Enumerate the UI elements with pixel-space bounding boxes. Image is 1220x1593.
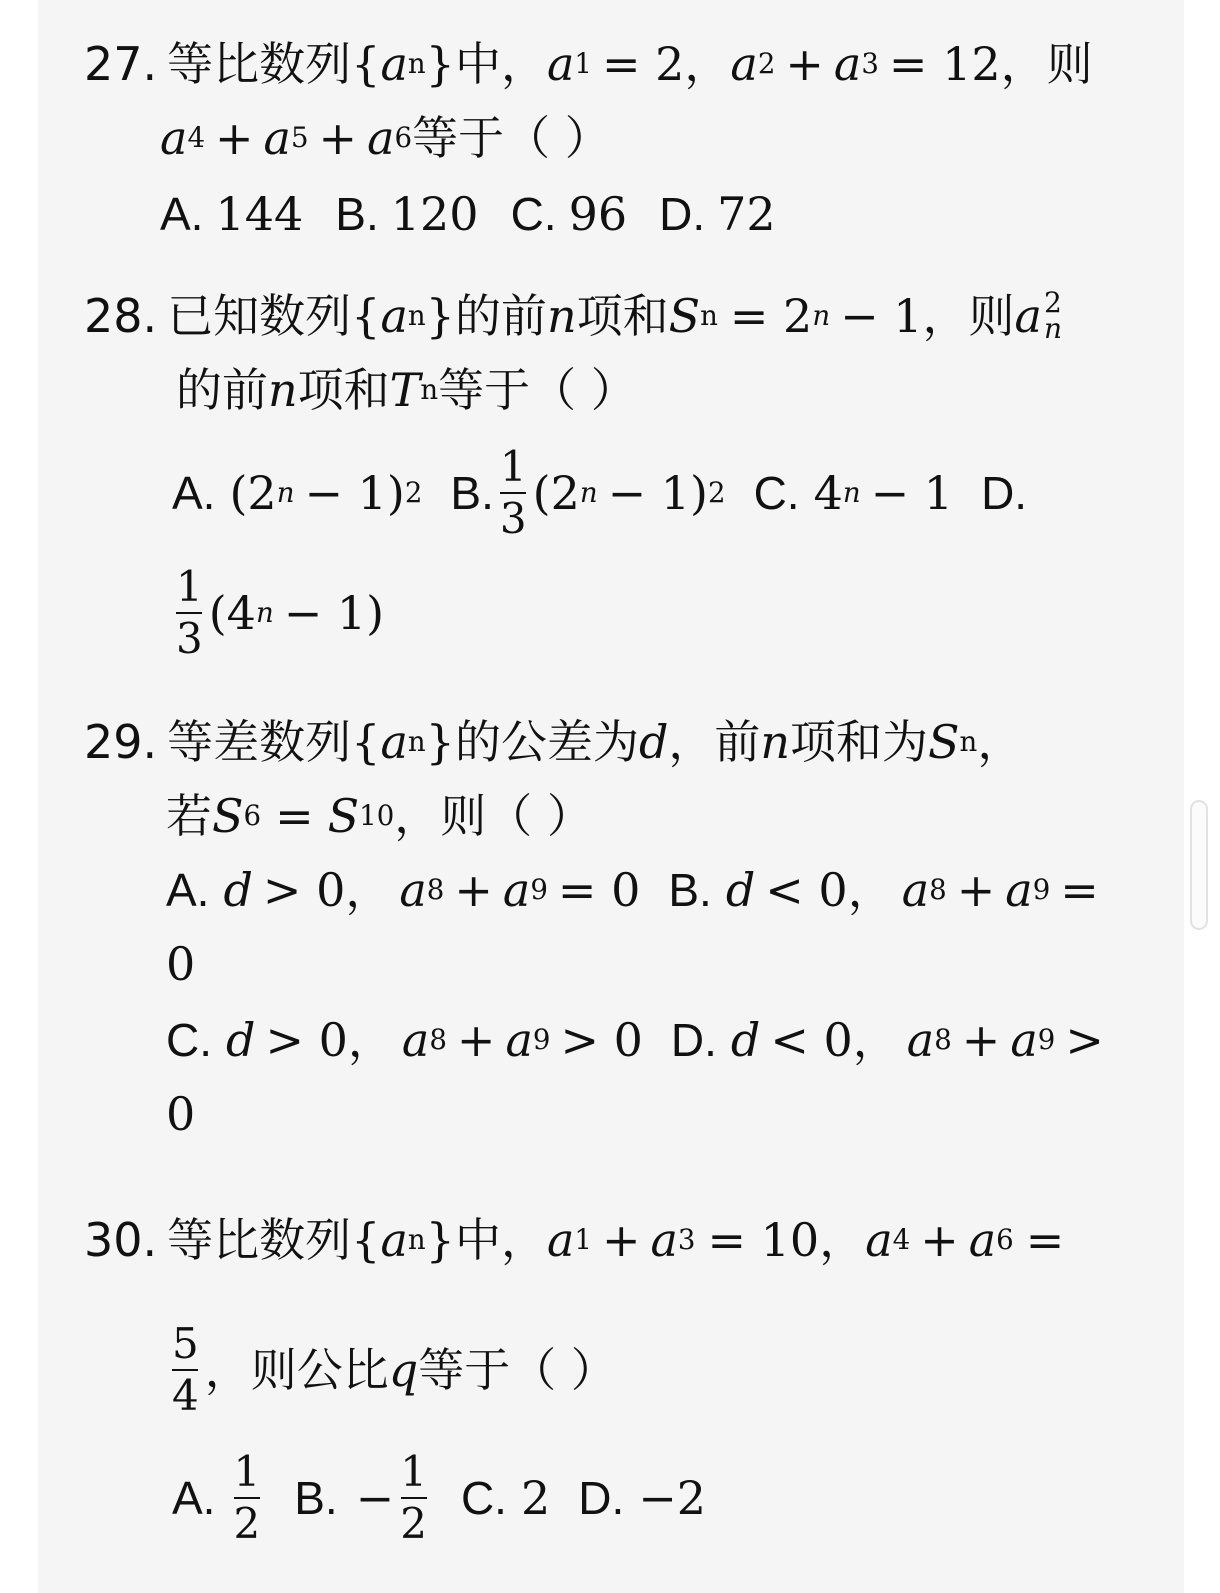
q29-option-d-eq: > bbox=[1065, 1013, 1104, 1067]
q27-option-c-label: C. bbox=[510, 188, 557, 240]
brace-close: } bbox=[425, 37, 455, 91]
q27-option-a-value: 144 bbox=[215, 187, 304, 241]
plus: + bbox=[318, 111, 358, 165]
var-a: a bbox=[380, 715, 408, 769]
var-n: n bbox=[268, 363, 298, 417]
q30-option-a-label: A. bbox=[172, 1472, 216, 1524]
plus: + bbox=[920, 1213, 959, 1267]
plus: + bbox=[454, 863, 493, 917]
var-a: a bbox=[906, 1013, 935, 1067]
brace-close: } bbox=[425, 1213, 455, 1267]
var-d: d bbox=[226, 1013, 256, 1067]
q27-option-c-value: 96 bbox=[568, 187, 628, 241]
q28-option-d-tail: − 1) bbox=[283, 586, 385, 640]
q27-option-b-value: 120 bbox=[390, 187, 479, 241]
sub-1: 1 bbox=[574, 47, 592, 80]
sup-n: n bbox=[276, 476, 295, 509]
q27-option-a-label: A. bbox=[160, 188, 204, 240]
q29-option-b-value: 0 bbox=[166, 937, 196, 991]
var-a: a bbox=[1010, 1013, 1038, 1067]
q29-option-d-value: 0 bbox=[166, 1087, 196, 1141]
q28-option-a-tail: − 1) bbox=[304, 466, 405, 520]
var-n: n bbox=[546, 289, 577, 343]
var-s: S bbox=[928, 715, 960, 769]
frac-denominator: 4 bbox=[172, 1371, 199, 1420]
q29-line2-a: 若 bbox=[166, 789, 212, 843]
sub-10: 10 bbox=[359, 799, 395, 832]
plus: + bbox=[215, 111, 254, 165]
q29-common: 的公差为 bbox=[454, 715, 639, 769]
sub-n: n bbox=[407, 47, 426, 80]
frac-numerator: 1 bbox=[233, 1447, 261, 1496]
q30-fraction bbox=[172, 1321, 199, 1419]
sub-6: 6 bbox=[996, 1223, 1014, 1256]
q27-cond2: = 12 bbox=[888, 37, 1001, 91]
q28-option-c-label: C. bbox=[753, 467, 800, 519]
q28-option-b-tail: − 1) bbox=[607, 466, 709, 520]
q28-sq-subsup bbox=[1043, 286, 1063, 345]
var-a: a bbox=[730, 37, 758, 91]
q29-option-d-label: D. bbox=[670, 1014, 717, 1066]
sub-8: 8 bbox=[429, 1023, 447, 1056]
sub-1: 1 bbox=[574, 1223, 592, 1256]
var-a: a bbox=[502, 863, 531, 917]
q28-line1 bbox=[84, 286, 1062, 346]
brace-open: { bbox=[351, 37, 381, 91]
q28-line2-c: 等于（ ） bbox=[438, 363, 637, 417]
q28-option-b-expr: (2 bbox=[532, 466, 580, 520]
sup-n: n bbox=[579, 476, 598, 509]
q28-option-d-value bbox=[176, 562, 385, 663]
equals-sign: = bbox=[275, 789, 314, 843]
var-a: a bbox=[1014, 289, 1042, 343]
q28-of-first: 的前 bbox=[454, 289, 547, 343]
q30-stem: 等比数列 bbox=[167, 1213, 352, 1267]
frac-numerator: 1 bbox=[400, 1447, 427, 1496]
q29-option-a-label: A. bbox=[166, 864, 210, 916]
frac-denominator: 2 bbox=[233, 1499, 261, 1548]
q29-option-c-expr: > 0， bbox=[265, 1013, 394, 1067]
q29-option-a-eq: = 0 bbox=[557, 863, 641, 917]
sub-6: 6 bbox=[394, 121, 413, 154]
q29-option-c-label: C. bbox=[166, 1014, 212, 1066]
q30-line1 bbox=[84, 1210, 1064, 1270]
q28-option-a-expr: (2 bbox=[229, 466, 277, 520]
var-a: a bbox=[650, 1213, 678, 1267]
sub-8: 8 bbox=[929, 873, 947, 906]
var-d: d bbox=[725, 863, 756, 917]
frac-numerator: 1 bbox=[176, 562, 203, 611]
sup-2: 2 bbox=[404, 476, 423, 509]
q28-option-c-expr: 4 bbox=[813, 466, 843, 520]
frac-denominator: 2 bbox=[400, 1499, 427, 1548]
q30-cond1: = 10 bbox=[707, 1213, 820, 1267]
frac-numerator: 5 bbox=[172, 1319, 199, 1368]
q30-option-b-label: B. bbox=[294, 1472, 338, 1524]
q28-options bbox=[172, 442, 1028, 543]
var-a: a bbox=[865, 1213, 893, 1267]
q30-option-c-label: C. bbox=[460, 1472, 507, 1524]
q29-number: 29. bbox=[84, 715, 158, 769]
var-a: a bbox=[546, 1213, 575, 1267]
sub-n: n bbox=[407, 725, 426, 758]
q29-line1 bbox=[84, 712, 1023, 772]
q29-sum: 项和为 bbox=[790, 715, 929, 769]
q27-cond1: = 2 bbox=[601, 37, 685, 91]
var-a: a bbox=[401, 1013, 430, 1067]
q29-line2-b: ，则（ ） bbox=[394, 789, 593, 843]
brace-close: } bbox=[425, 289, 455, 343]
var-d: d bbox=[223, 863, 253, 917]
var-d: d bbox=[638, 715, 669, 769]
sub-6: 6 bbox=[243, 799, 262, 832]
q29-options-ab bbox=[166, 860, 1099, 920]
q30-number: 30. bbox=[84, 1213, 158, 1267]
q30-line2 bbox=[172, 1320, 617, 1420]
q30-cond2: = bbox=[1025, 1213, 1065, 1267]
q28-term-sum: 项和 bbox=[576, 289, 669, 343]
frac-numerator: 1 bbox=[499, 442, 527, 491]
sub-n: n bbox=[407, 1223, 426, 1256]
var-a: a bbox=[968, 1213, 997, 1267]
q29-option-a-expr: > 0， bbox=[262, 863, 392, 917]
q27-option-d-value: 72 bbox=[717, 187, 776, 241]
q29-wrap1 bbox=[166, 934, 195, 994]
sub-5: 5 bbox=[290, 121, 309, 154]
q29-option-b-eq: = bbox=[1060, 863, 1099, 917]
var-s: S bbox=[212, 789, 244, 843]
q27-stem: 等比数列 bbox=[167, 37, 352, 91]
sub-8: 8 bbox=[934, 1023, 952, 1056]
plus: + bbox=[601, 1213, 641, 1267]
var-q: q bbox=[388, 1343, 419, 1397]
plus: + bbox=[956, 863, 996, 917]
sub-3: 3 bbox=[677, 1223, 696, 1256]
var-a: a bbox=[399, 863, 427, 917]
q30-option-a-fraction bbox=[233, 1449, 260, 1547]
var-a: a bbox=[263, 111, 291, 165]
q29-option-b-label: B. bbox=[668, 864, 712, 916]
sub-9: 9 bbox=[1037, 1023, 1056, 1056]
sub-n: n bbox=[959, 725, 978, 758]
q27-line1 bbox=[84, 34, 1093, 94]
q30-option-b-fraction bbox=[400, 1449, 427, 1547]
q28-minus-one: − 1 bbox=[840, 289, 923, 343]
q30-mid: 中， bbox=[454, 1213, 547, 1267]
scrollbar-thumb[interactable] bbox=[1190, 800, 1208, 930]
var-s: S bbox=[327, 789, 360, 843]
q29-line2 bbox=[166, 786, 593, 846]
sup-n: n bbox=[812, 299, 831, 332]
plus: + bbox=[961, 1013, 1001, 1067]
q29-option-c-eq: > 0 bbox=[560, 1013, 643, 1067]
q29-wrap2 bbox=[166, 1084, 195, 1144]
var-a: a bbox=[160, 111, 188, 165]
q29-stem: 等差数列 bbox=[167, 715, 352, 769]
q28-option-d-fraction bbox=[176, 564, 203, 662]
q28-line2-b: 项和 bbox=[297, 363, 390, 417]
sub-8: 8 bbox=[426, 873, 445, 906]
q27-then: ，则 bbox=[1000, 37, 1093, 91]
sub-4: 4 bbox=[187, 121, 205, 154]
q28-option-c-tail: − 1 bbox=[870, 466, 954, 520]
var-a: a bbox=[546, 37, 575, 91]
brace-open: { bbox=[351, 715, 381, 769]
sub-n: n bbox=[407, 299, 426, 332]
var-s: S bbox=[668, 289, 701, 343]
plus: + bbox=[785, 37, 824, 91]
sub-4: 4 bbox=[892, 1223, 911, 1256]
q28-option-b-fraction bbox=[500, 444, 527, 542]
q28-option-d-expr: (4 bbox=[208, 586, 256, 640]
q27-option-b-label: B. bbox=[335, 188, 379, 240]
q27-number: 27. bbox=[84, 37, 158, 91]
comma: ， bbox=[819, 1213, 866, 1267]
q30-line2-tail: 等于（ ） bbox=[418, 1343, 617, 1397]
q30-option-c-value: 2 bbox=[520, 1471, 551, 1525]
sup-n: n bbox=[255, 596, 274, 629]
q29-end: ， bbox=[977, 715, 1024, 769]
sub-2: 2 bbox=[757, 47, 776, 80]
sub-9: 9 bbox=[1032, 873, 1051, 906]
brace-open: { bbox=[351, 289, 381, 343]
q30-options bbox=[172, 1448, 706, 1548]
var-a: a bbox=[380, 37, 408, 91]
q27-options bbox=[160, 184, 776, 244]
q29-option-b-expr: < 0， bbox=[765, 863, 894, 917]
sup-2: 2 bbox=[708, 476, 726, 509]
q30-line2-text: ，则公比 bbox=[204, 1343, 389, 1397]
sub-n: n bbox=[420, 373, 439, 406]
sup-2: 2 bbox=[1043, 286, 1062, 319]
var-a: a bbox=[380, 1213, 408, 1267]
q28-option-b-label: B. bbox=[450, 467, 494, 519]
q28-then: ，则 bbox=[922, 289, 1015, 343]
q28-line2 bbox=[176, 360, 637, 420]
q28-option-d-label: D. bbox=[981, 467, 1028, 519]
q28-option-a-label: A. bbox=[172, 467, 216, 519]
q27-line2 bbox=[160, 108, 611, 168]
sub-n: n bbox=[1043, 312, 1063, 345]
sub-3: 3 bbox=[861, 47, 879, 80]
var-a: a bbox=[367, 111, 395, 165]
var-a: a bbox=[833, 37, 862, 91]
q29-option-d-expr: < 0， bbox=[770, 1013, 899, 1067]
q27-tail: 等于（ ） bbox=[412, 111, 611, 165]
q28-number: 28. bbox=[84, 289, 158, 343]
q27-mid: 中， bbox=[454, 37, 547, 91]
var-a: a bbox=[505, 1013, 533, 1067]
q28-stem: 已知数列 bbox=[167, 289, 352, 343]
brace-close: } bbox=[425, 715, 455, 769]
sub-n: n bbox=[700, 299, 718, 332]
q29-options-cd bbox=[166, 1010, 1104, 1070]
frac-denominator: 3 bbox=[176, 614, 203, 663]
sub-9: 9 bbox=[532, 1023, 551, 1056]
sup-n: n bbox=[842, 476, 861, 509]
q30-option-d-label: D. bbox=[578, 1472, 625, 1524]
var-a: a bbox=[901, 863, 930, 917]
q28-line2-a: 的前 bbox=[176, 363, 268, 417]
plus: + bbox=[456, 1013, 496, 1067]
q29-first: ，前 bbox=[668, 715, 761, 769]
comma: ， bbox=[684, 37, 731, 91]
q28-eq: = 2 bbox=[729, 289, 813, 343]
var-t: T bbox=[389, 363, 421, 417]
var-a: a bbox=[380, 289, 408, 343]
q30-option-d-value: −2 bbox=[638, 1471, 707, 1525]
frac-denominator: 3 bbox=[499, 494, 527, 543]
q27-option-d-label: D. bbox=[659, 188, 706, 240]
var-a: a bbox=[1005, 863, 1033, 917]
var-n: n bbox=[760, 715, 791, 769]
minus-sign: − bbox=[355, 1471, 395, 1525]
brace-open: { bbox=[351, 1213, 381, 1267]
sub-9: 9 bbox=[530, 873, 548, 906]
var-d: d bbox=[730, 1013, 761, 1067]
